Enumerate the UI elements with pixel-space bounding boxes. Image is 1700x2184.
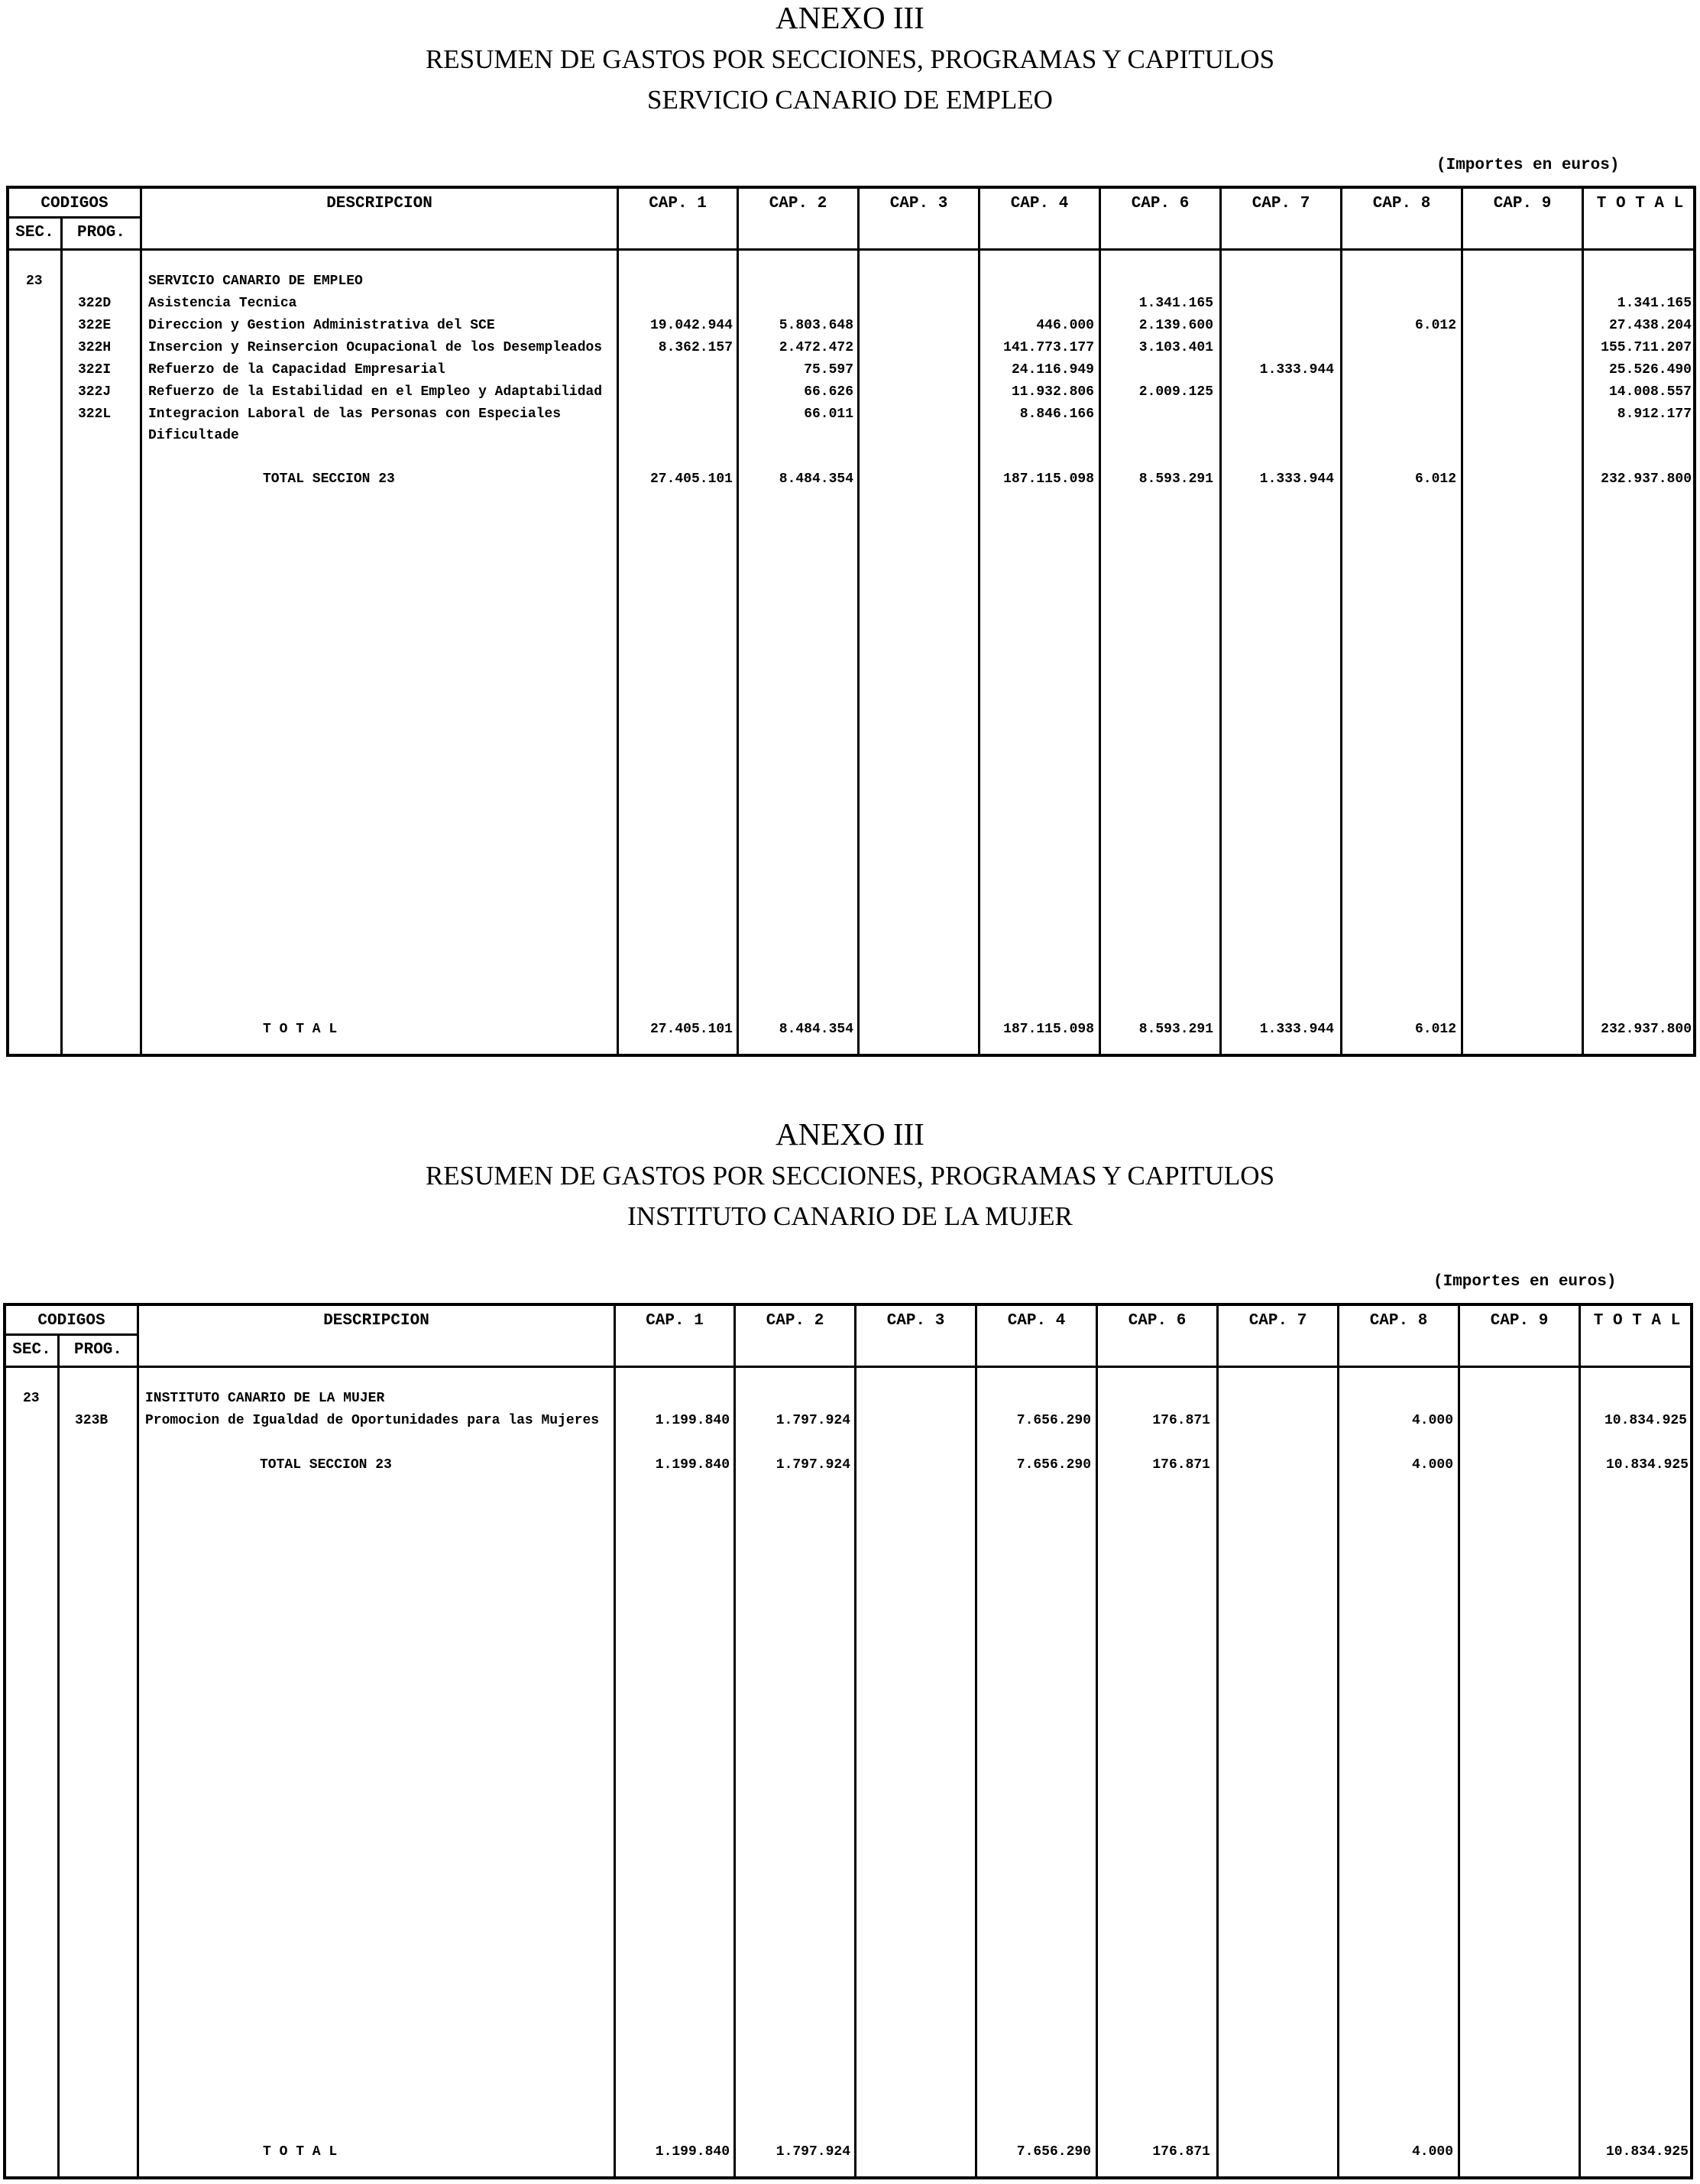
cap-4-value: 187.115.098: [1003, 1022, 1094, 1037]
section-code: 23: [26, 274, 43, 289]
cap-2-value: 8.484.354: [779, 1022, 853, 1037]
cap-4-value: 141.773.177: [1003, 340, 1094, 355]
header-sec: SEC.: [12, 1341, 51, 1359]
cap-6-value: 2.009.125: [1138, 384, 1213, 400]
cap-2-value: 5.803.648: [779, 318, 853, 333]
cap-2-value: 75.597: [804, 362, 853, 378]
cap-4-value: 11.932.806: [1011, 384, 1094, 400]
header-cap-7: CAP. 7: [1248, 1312, 1307, 1330]
total-value: 14.008.557: [1608, 384, 1692, 400]
cap-8-value: 6.012: [1414, 1022, 1456, 1037]
cap-6-value: 176.871: [1152, 2144, 1210, 2160]
program-description: Insercion y Reinsercion Ocupacional de los Desempleados: [148, 340, 603, 355]
header-total: T O T A L: [1593, 1312, 1681, 1330]
section-name: INSTITUTO CANARIO DE LA MUJER: [145, 1391, 385, 1406]
total-value: 232.937.800: [1601, 471, 1692, 487]
header-total: T O T A L: [1596, 195, 1684, 212]
total-value: 1.341.165: [1617, 296, 1692, 311]
cap-4-value: 7.656.290: [1016, 1457, 1091, 1473]
program-code: 322J: [78, 384, 112, 400]
header-cap-1: CAP. 1: [646, 1312, 704, 1330]
cap-6-value: 1.341.165: [1138, 296, 1213, 311]
header-cap-9: CAP. 9: [1493, 195, 1552, 212]
program-code: 323B: [75, 1413, 108, 1428]
cap-1-value: 1.199.840: [655, 2144, 730, 2160]
annex-title: ANEXO III: [776, 1116, 924, 1152]
program-description: Integracion Laboral de las Personas con Especiales: [148, 407, 562, 422]
header-codigos: CODIGOS: [37, 1312, 105, 1330]
cap-1-value: 27.405.101: [649, 1022, 733, 1037]
header-descripcion: DESCRIPCION: [326, 195, 432, 212]
annex-entity: INSTITUTO CANARIO DE LA MUJER: [627, 1201, 1073, 1231]
cap-1-value: 19.042.944: [649, 318, 733, 333]
program-code: 322D: [78, 296, 112, 311]
header-sec: SEC.: [15, 224, 54, 241]
total-value: 155.711.207: [1601, 340, 1692, 355]
header-cap-2: CAP. 2: [766, 1312, 824, 1330]
annex-heading: [0, 1116, 1700, 1231]
header-prog: PROG.: [76, 224, 125, 241]
cap-7-value: 1.333.944: [1259, 1022, 1334, 1037]
cap-2-value: 1.797.924: [776, 2144, 850, 2160]
header-cap-9: CAP. 9: [1490, 1312, 1549, 1330]
cap-1-value: 8.362.157: [658, 340, 733, 355]
total-value: 25.526.490: [1608, 362, 1692, 378]
cap-2-value: 8.484.354: [779, 471, 853, 487]
grand-total-label: T O T A L: [263, 2144, 338, 2160]
header-cap-3: CAP. 3: [886, 1312, 945, 1330]
grand-total-label: T O T A L: [263, 1022, 338, 1037]
cap-4-value: 446.000: [1036, 318, 1094, 333]
section-total-label: TOTAL SECCION 23: [263, 471, 395, 487]
program-description: Refuerzo de la Estabilidad en el Empleo y Adaptabilidad: [148, 384, 603, 400]
cap-4-value: 8.846.166: [1019, 407, 1094, 422]
annex-subtitle: RESUMEN DE GASTOS POR SECCIONES, PROGRAMAS Y CAPITULOS: [425, 44, 1275, 74]
header-descripcion: DESCRIPCION: [323, 1312, 429, 1330]
cap-2-value: 1.797.924: [776, 1457, 850, 1473]
header-cap-2: CAP. 2: [769, 195, 827, 212]
header-cap-1: CAP. 1: [649, 195, 707, 212]
units-note: (Importes en euros): [1436, 157, 1620, 174]
cap-1-value: 1.199.840: [655, 1457, 730, 1473]
total-value: 8.912.177: [1617, 407, 1692, 422]
cap-2-value: 2.472.472: [779, 340, 853, 355]
cap-6-value: 8.593.291: [1138, 471, 1213, 487]
units-note: (Importes en euros): [1433, 1273, 1617, 1291]
program-description: Asistencia Tecnica: [148, 296, 297, 311]
cap-1-value: 1.199.840: [655, 1413, 730, 1428]
header-cap-8: CAP. 8: [1372, 195, 1431, 212]
header-cap-7: CAP. 7: [1252, 195, 1310, 212]
cap-8-value: 4.000: [1411, 1413, 1453, 1428]
section-total-label: TOTAL SECCION 23: [260, 1457, 392, 1473]
section-name: SERVICIO CANARIO DE EMPLEO: [148, 274, 363, 289]
cap-6-value: 176.871: [1152, 1457, 1210, 1473]
program-code: 322H: [78, 340, 112, 355]
annex-heading: [0, 2, 1700, 113]
cap-8-value: 6.012: [1414, 471, 1456, 487]
program-description-continued: Dificultade: [148, 428, 239, 443]
annex-entity: SERVICIO CANARIO DE EMPLEO: [647, 85, 1053, 115]
program-description: Promocion de Igualdad de Oportunidades para las Mujeres: [145, 1413, 600, 1428]
total-value: 27.438.204: [1608, 318, 1692, 333]
program-code: 322L: [78, 407, 112, 422]
cap-7-value: 1.333.944: [1259, 362, 1334, 378]
header-cap-6: CAP. 6: [1131, 195, 1190, 212]
header-cap-4: CAP. 4: [1007, 1312, 1066, 1330]
program-code: 322E: [78, 318, 112, 333]
cap-7-value: 1.333.944: [1259, 471, 1334, 487]
header-prog: PROG.: [73, 1341, 122, 1359]
header-cap-6: CAP. 6: [1128, 1312, 1187, 1330]
total-value: 10.834.925: [1605, 2144, 1689, 2160]
cap-2-value: 66.626: [804, 384, 853, 400]
cap-1-value: 27.405.101: [649, 471, 733, 487]
total-value: 232.937.800: [1601, 1022, 1692, 1037]
cap-6-value: 8.593.291: [1138, 1022, 1213, 1037]
budget-table: [3, 1303, 1693, 2179]
cap-2-value: 1.797.924: [776, 1413, 850, 1428]
header-cap-4: CAP. 4: [1010, 195, 1069, 212]
section-code: 23: [23, 1391, 40, 1406]
budget-table: [6, 186, 1696, 1057]
total-value: 10.834.925: [1605, 1457, 1689, 1473]
program-description: Refuerzo de la Capacidad Empresarial: [148, 362, 445, 378]
cap-2-value: 66.011: [804, 407, 853, 422]
cap-8-value: 6.012: [1414, 318, 1456, 333]
program-description: Direccion y Gestion Administrativa del SCE: [148, 318, 495, 333]
cap-4-value: 24.116.949: [1011, 362, 1094, 378]
header-cap-3: CAP. 3: [889, 195, 948, 212]
cap-8-value: 4.000: [1411, 1457, 1453, 1473]
header-cap-8: CAP. 8: [1369, 1312, 1428, 1330]
cap-4-value: 7.656.290: [1016, 1413, 1091, 1428]
cap-6-value: 176.871: [1152, 1413, 1210, 1428]
program-code: 322I: [78, 362, 112, 378]
annex-title: ANEXO III: [776, 0, 924, 35]
cap-4-value: 187.115.098: [1003, 471, 1094, 487]
total-value: 10.834.925: [1604, 1413, 1687, 1428]
annex-subtitle: RESUMEN DE GASTOS POR SECCIONES, PROGRAMAS Y CAPITULOS: [425, 1161, 1275, 1191]
cap-8-value: 4.000: [1411, 2144, 1453, 2160]
cap-4-value: 7.656.290: [1016, 2144, 1091, 2160]
cap-6-value: 2.139.600: [1138, 318, 1213, 333]
cap-6-value: 3.103.401: [1138, 340, 1213, 355]
header-codigos: CODIGOS: [40, 195, 108, 212]
